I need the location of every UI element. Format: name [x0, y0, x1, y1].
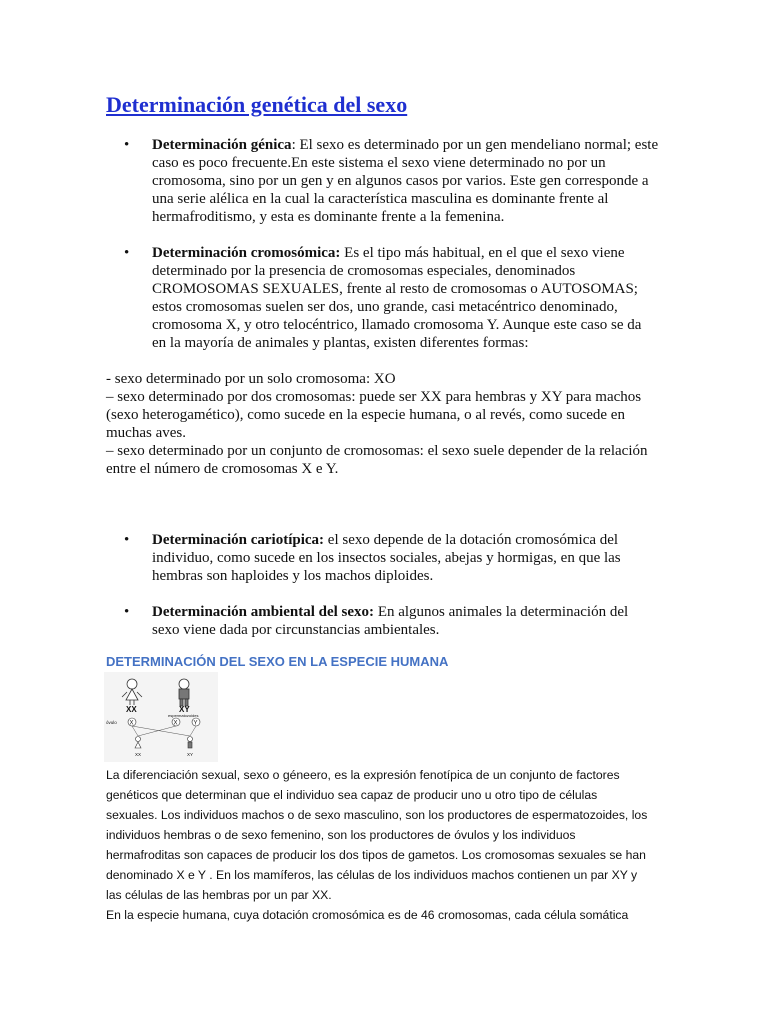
child-male-icon [188, 737, 193, 749]
bullet-text-line: hembras son haploides y los machos diploides. [152, 568, 434, 584]
form-line: muchas aves. [106, 425, 186, 441]
bullet-text-line: CROMOSOMAS SEXUALES, frente al resto de cromosomas o AUTOSOMAS; [152, 281, 638, 297]
paragraph-line: La diferenciación sexual, sexo o géneero, es la expresión fenotípica de un conjunto de factores [106, 768, 620, 782]
bullet-dot-icon: • [124, 137, 130, 153]
bullet-text-line: cromosoma X, y otro telocéntrico, llamado cromosoma Y. Aunque este caso se da [152, 317, 642, 333]
bullet-text-line: estos cromosomas suelen ser dos, uno grande, casi metacéntrico denominado, [152, 299, 618, 315]
form-line: – sexo determinado por un conjunto de cromosomas: el sexo suele depender de la relación [106, 443, 648, 459]
gamete-x-female: X [129, 720, 134, 727]
paragraph-line: individuos hembras o de sexo femenino, son los productores de óvulos y los individuos [106, 828, 576, 842]
bullet-text-line: una serie alélica en la cual la característica masculina es dominante frente al [152, 191, 609, 207]
bullet-text-line: Es el tipo más habitual, en el que el sexo viene [340, 245, 625, 261]
female-label: XX [126, 705, 137, 714]
bullet-text-line: el sexo depende de la dotación cromosómica del [324, 532, 619, 548]
bullet-text-line: individuo, como sucede en los insectos sociales, abejas y hormigas, en que las [152, 550, 621, 566]
bullet-text-line: : El sexo es determinado por un gen mendeliano normal; este [291, 137, 659, 153]
form-line: entre el número de cromosomas X e Y. [106, 461, 339, 477]
bullet-text-line: sexo viene dada por circunstancias ambientales. [152, 622, 440, 638]
bullet-term: Determinación cariotípica: [152, 532, 325, 548]
form-line: (sexo heterogamético), como sucede en la especie humana, o al revés, como sucede en [106, 407, 625, 423]
bullet-term: Determinación génica [152, 137, 292, 153]
paragraph-line: genéticos que determinan que el individuo sea capaz de producir uno u otro tipo de células [106, 788, 598, 802]
child1-label: XX [135, 752, 142, 757]
ovule-label: óvulo [106, 720, 117, 725]
bullet-term: Determinación ambiental del sexo: [152, 604, 375, 620]
bullet-text-line: cromosoma, sino por un gen y en algunos casos por varios. Este gen corresponde a [152, 173, 649, 189]
form-line: – sexo determinado por dos cromosomas: puede ser XX para hembras y XY para machos [106, 389, 642, 405]
bullet-term: Determinación cromosómica: [152, 245, 341, 261]
page-title: Determinación genética del sexo [106, 92, 408, 117]
sex-determination-diagram [104, 672, 218, 762]
form-line: - sexo determinado por un solo cromosoma: XO [106, 371, 396, 387]
bullet-dot-icon: • [124, 532, 130, 548]
child2-label: XY [187, 752, 194, 757]
bullet-dot-icon: • [124, 245, 130, 261]
bullet-text-line: determinado por la presencia de cromosomas especiales, denominados [152, 263, 576, 279]
gamete-x-male: X [173, 720, 178, 727]
bullet-dot-icon: • [124, 604, 130, 620]
paragraph-line: sexuales. Los individuos machos o de sexo masculino, son los productores de espermatozoides, los [106, 808, 648, 822]
paragraph-line: En la especie humana, cuya dotación cromosómica es de 46 cromosomas, cada célula somática [106, 908, 629, 922]
paragraph-line: denominado X e Y . En los mamíferos, las células de los individuos machos contienen un par XY y [106, 868, 638, 882]
paragraph-line: las células de las hembras por un par XX. [106, 888, 332, 902]
bullet-text-line: caso es poco frecuente.En este sistema el sexo viene determinado no por un [152, 155, 606, 171]
male-label: XY [179, 705, 190, 714]
diagram-svg [104, 672, 218, 762]
gamete-y-male: Y [193, 720, 198, 727]
sperm-label: espermatozoides [168, 713, 199, 718]
bullet-text-line: en la mayoría de animales y plantas, existen diferentes formas: [152, 335, 529, 351]
bullet-text-line: hermafroditismo, y esta es dominante frente a la femenina. [152, 209, 505, 225]
paragraph-line: hermafroditas son capaces de producir los dos tipos de gametos. Los cromosomas sexuales se han [106, 848, 646, 862]
bullet-text-line: En algunos animales la determinación del [374, 604, 629, 620]
section-heading: DETERMINACIÓN DEL SEXO EN LA ESPECIE HUMANA [106, 654, 449, 669]
